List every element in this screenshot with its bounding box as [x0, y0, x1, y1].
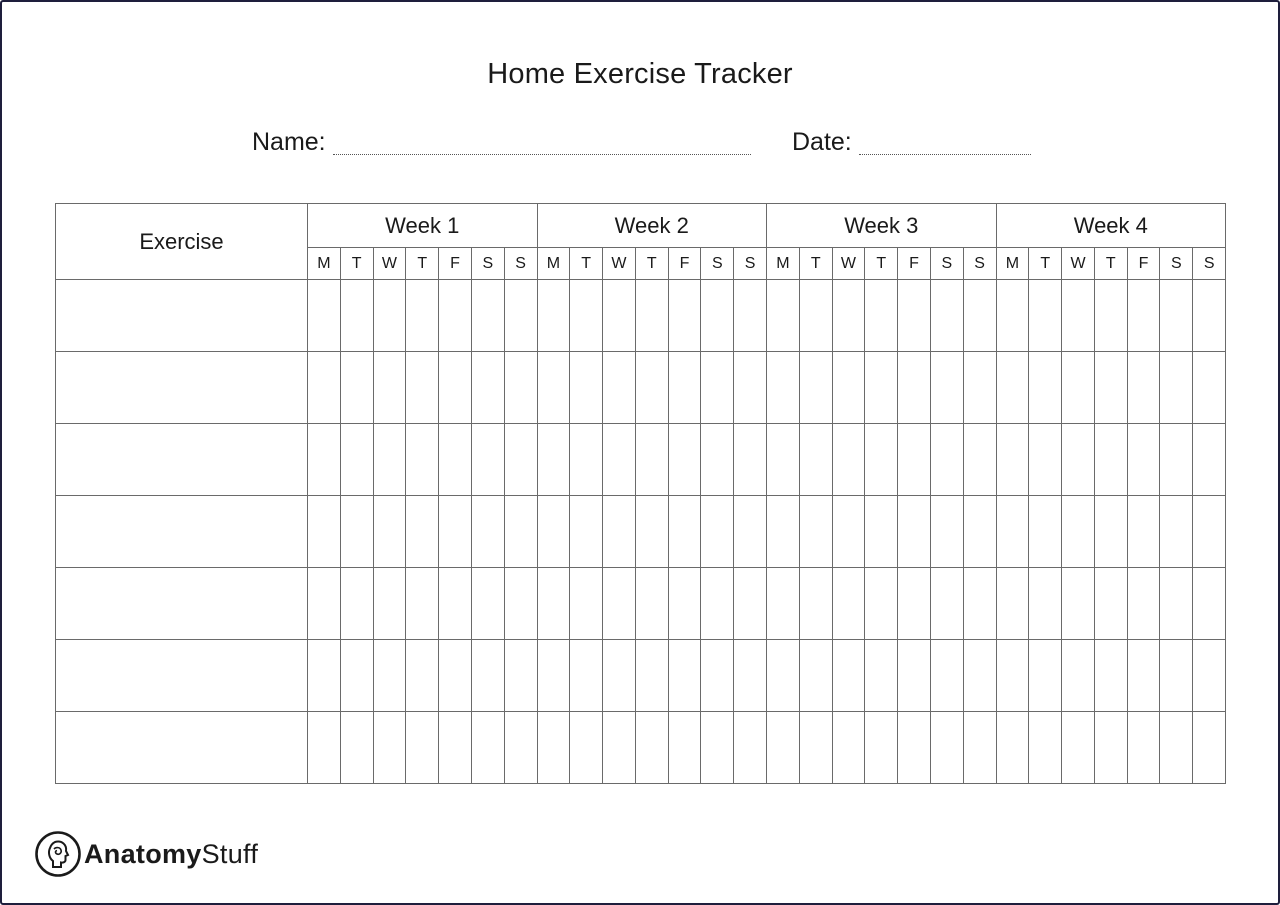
day-checkbox-cell[interactable]	[406, 640, 439, 712]
day-checkbox-cell[interactable]	[832, 280, 865, 352]
day-header: F	[898, 248, 931, 280]
day-checkbox-cell[interactable]	[832, 496, 865, 568]
day-checkbox-cell[interactable]	[1127, 640, 1160, 712]
day-checkbox-cell[interactable]	[1160, 424, 1193, 496]
day-checkbox-cell[interactable]	[504, 568, 537, 640]
day-checkbox-cell[interactable]	[504, 712, 537, 784]
day-checkbox-cell[interactable]	[570, 712, 603, 784]
day-checkbox-cell[interactable]	[930, 640, 963, 712]
day-checkbox-cell[interactable]	[996, 640, 1029, 712]
day-checkbox-cell[interactable]	[963, 712, 996, 784]
week-header-3: Week 3	[767, 204, 997, 248]
day-checkbox-cell[interactable]	[1127, 280, 1160, 352]
day-checkbox-cell[interactable]	[635, 424, 668, 496]
day-checkbox-cell[interactable]	[373, 640, 406, 712]
exercise-name-cell[interactable]	[56, 496, 308, 568]
day-checkbox-cell[interactable]	[668, 496, 701, 568]
day-checkbox-cell[interactable]	[439, 496, 472, 568]
day-checkbox-cell[interactable]	[1094, 352, 1127, 424]
day-checkbox-cell[interactable]	[471, 712, 504, 784]
day-checkbox-cell[interactable]	[799, 352, 832, 424]
day-checkbox-cell[interactable]	[1029, 280, 1062, 352]
day-checkbox-cell[interactable]	[1193, 496, 1226, 568]
day-checkbox-cell[interactable]	[832, 568, 865, 640]
day-checkbox-cell[interactable]	[799, 496, 832, 568]
day-checkbox-cell[interactable]	[701, 712, 734, 784]
day-checkbox-cell[interactable]	[1127, 352, 1160, 424]
day-checkbox-cell[interactable]	[701, 640, 734, 712]
day-checkbox-cell[interactable]	[865, 424, 898, 496]
table-row	[56, 496, 1226, 568]
week-header-row	[56, 204, 1226, 248]
exercise-name-cell[interactable]	[56, 280, 308, 352]
logo-word-light: Stuff	[201, 838, 259, 869]
day-checkbox-cell[interactable]	[439, 712, 472, 784]
day-checkbox-cell[interactable]	[767, 568, 800, 640]
day-checkbox-cell[interactable]	[767, 640, 800, 712]
day-checkbox-cell[interactable]	[865, 712, 898, 784]
day-header: W	[373, 248, 406, 280]
day-checkbox-cell[interactable]	[340, 568, 373, 640]
day-checkbox-cell[interactable]	[930, 568, 963, 640]
day-checkbox-cell[interactable]	[1062, 640, 1095, 712]
day-checkbox-cell[interactable]	[1062, 424, 1095, 496]
day-header: M	[767, 248, 800, 280]
day-checkbox-cell[interactable]	[1062, 568, 1095, 640]
day-checkbox-cell[interactable]	[898, 280, 931, 352]
day-checkbox-cell[interactable]	[308, 496, 341, 568]
day-checkbox-cell[interactable]	[1029, 352, 1062, 424]
day-checkbox-cell[interactable]	[898, 640, 931, 712]
head-profile-icon	[34, 830, 82, 878]
day-checkbox-cell[interactable]	[865, 280, 898, 352]
day-checkbox-cell[interactable]	[504, 640, 537, 712]
day-checkbox-cell[interactable]	[1094, 424, 1127, 496]
day-checkbox-cell[interactable]	[799, 640, 832, 712]
day-checkbox-cell[interactable]	[1193, 640, 1226, 712]
day-header: M	[537, 248, 570, 280]
day-header: S	[1160, 248, 1193, 280]
day-checkbox-cell[interactable]	[734, 568, 767, 640]
day-checkbox-cell[interactable]	[767, 352, 800, 424]
day-checkbox-cell[interactable]	[406, 280, 439, 352]
day-checkbox-cell[interactable]	[340, 352, 373, 424]
day-checkbox-cell[interactable]	[668, 712, 701, 784]
day-checkbox-cell[interactable]	[1193, 568, 1226, 640]
day-checkbox-cell[interactable]	[603, 568, 636, 640]
name-label: Name:	[252, 128, 326, 156]
day-checkbox-cell[interactable]	[701, 568, 734, 640]
day-checkbox-cell[interactable]	[799, 424, 832, 496]
day-checkbox-cell[interactable]	[603, 280, 636, 352]
day-checkbox-cell[interactable]	[734, 640, 767, 712]
day-checkbox-cell[interactable]	[635, 280, 668, 352]
day-checkbox-cell[interactable]	[734, 424, 767, 496]
day-checkbox-cell[interactable]	[701, 352, 734, 424]
table-row	[56, 568, 1226, 640]
day-checkbox-cell[interactable]	[504, 496, 537, 568]
day-checkbox-cell[interactable]	[1094, 640, 1127, 712]
day-checkbox-cell[interactable]	[767, 496, 800, 568]
day-checkbox-cell[interactable]	[406, 424, 439, 496]
day-checkbox-cell[interactable]	[930, 280, 963, 352]
day-checkbox-cell[interactable]	[1160, 640, 1193, 712]
day-checkbox-cell[interactable]	[504, 352, 537, 424]
day-checkbox-cell[interactable]	[963, 280, 996, 352]
day-checkbox-cell[interactable]	[668, 352, 701, 424]
day-checkbox-cell[interactable]	[504, 424, 537, 496]
day-checkbox-cell[interactable]	[767, 712, 800, 784]
week-header-1: Week 1	[308, 204, 538, 248]
exercise-name-cell[interactable]	[56, 568, 308, 640]
day-header: F	[439, 248, 472, 280]
day-checkbox-cell[interactable]	[1029, 568, 1062, 640]
day-header: T	[570, 248, 603, 280]
day-checkbox-cell[interactable]	[701, 496, 734, 568]
day-header: T	[799, 248, 832, 280]
day-checkbox-cell[interactable]	[308, 712, 341, 784]
day-checkbox-cell[interactable]	[373, 712, 406, 784]
day-header: T	[865, 248, 898, 280]
day-checkbox-cell[interactable]	[963, 496, 996, 568]
day-checkbox-cell[interactable]	[570, 496, 603, 568]
day-checkbox-cell[interactable]	[1193, 712, 1226, 784]
day-checkbox-cell[interactable]	[799, 568, 832, 640]
day-checkbox-cell[interactable]	[799, 712, 832, 784]
day-checkbox-cell[interactable]	[635, 640, 668, 712]
day-checkbox-cell[interactable]	[1193, 352, 1226, 424]
day-checkbox-cell[interactable]	[1127, 496, 1160, 568]
table-row	[56, 640, 1226, 712]
day-checkbox-cell[interactable]	[537, 568, 570, 640]
day-checkbox-cell[interactable]	[930, 712, 963, 784]
day-checkbox-cell[interactable]	[439, 424, 472, 496]
day-checkbox-cell[interactable]	[471, 568, 504, 640]
table-row	[56, 352, 1226, 424]
day-checkbox-cell[interactable]	[832, 352, 865, 424]
day-checkbox-cell[interactable]	[1160, 712, 1193, 784]
day-checkbox-cell[interactable]	[734, 352, 767, 424]
exercise-column-header: Exercise	[56, 204, 308, 280]
day-checkbox-cell[interactable]	[832, 640, 865, 712]
day-checkbox-cell[interactable]	[471, 496, 504, 568]
day-checkbox-cell[interactable]	[963, 424, 996, 496]
day-checkbox-cell[interactable]	[898, 352, 931, 424]
day-header: F	[1127, 248, 1160, 280]
day-header: W	[1062, 248, 1095, 280]
day-checkbox-cell[interactable]	[734, 712, 767, 784]
day-checkbox-cell[interactable]	[832, 424, 865, 496]
day-checkbox-cell[interactable]	[1029, 496, 1062, 568]
day-checkbox-cell[interactable]	[537, 712, 570, 784]
day-checkbox-cell[interactable]	[504, 280, 537, 352]
day-checkbox-cell[interactable]	[373, 352, 406, 424]
exercise-name-cell[interactable]	[56, 640, 308, 712]
day-checkbox-cell[interactable]	[668, 424, 701, 496]
day-checkbox-cell[interactable]	[340, 496, 373, 568]
day-header: S	[701, 248, 734, 280]
day-checkbox-cell[interactable]	[865, 352, 898, 424]
day-checkbox-cell[interactable]	[668, 280, 701, 352]
exercise-name-cell[interactable]	[56, 352, 308, 424]
day-header: T	[1029, 248, 1062, 280]
day-checkbox-cell[interactable]	[668, 568, 701, 640]
day-checkbox-cell[interactable]	[898, 712, 931, 784]
table-row	[56, 424, 1226, 496]
day-header: F	[668, 248, 701, 280]
day-checkbox-cell[interactable]	[603, 712, 636, 784]
day-checkbox-cell[interactable]	[1029, 424, 1062, 496]
day-header: T	[406, 248, 439, 280]
day-checkbox-cell[interactable]	[439, 568, 472, 640]
day-checkbox-cell[interactable]	[373, 496, 406, 568]
day-checkbox-cell[interactable]	[603, 352, 636, 424]
day-checkbox-cell[interactable]	[373, 280, 406, 352]
anatomystuff-logo	[34, 828, 258, 880]
day-checkbox-cell[interactable]	[996, 496, 1029, 568]
table-row	[56, 280, 1226, 352]
table-body	[56, 280, 1226, 784]
day-checkbox-cell[interactable]	[570, 280, 603, 352]
day-checkbox-cell[interactable]	[570, 352, 603, 424]
day-header: M	[308, 248, 341, 280]
day-checkbox-cell[interactable]	[930, 352, 963, 424]
day-checkbox-cell[interactable]	[537, 640, 570, 712]
day-checkbox-cell[interactable]	[439, 640, 472, 712]
day-header: S	[930, 248, 963, 280]
day-checkbox-cell[interactable]	[308, 568, 341, 640]
day-checkbox-cell[interactable]	[537, 496, 570, 568]
day-checkbox-cell[interactable]	[471, 280, 504, 352]
exercise-name-cell[interactable]	[56, 712, 308, 784]
day-checkbox-cell[interactable]	[799, 280, 832, 352]
day-checkbox-cell[interactable]	[963, 640, 996, 712]
day-checkbox-cell[interactable]	[471, 640, 504, 712]
day-checkbox-cell[interactable]	[1160, 496, 1193, 568]
day-checkbox-cell[interactable]	[1127, 712, 1160, 784]
day-header: T	[340, 248, 373, 280]
day-checkbox-cell[interactable]	[308, 424, 341, 496]
day-checkbox-cell[interactable]	[930, 424, 963, 496]
day-checkbox-cell[interactable]	[308, 640, 341, 712]
name-field[interactable]	[333, 154, 751, 155]
day-checkbox-cell[interactable]	[570, 424, 603, 496]
day-checkbox-cell[interactable]	[340, 712, 373, 784]
logo-word-bold: Anatomy	[84, 838, 202, 869]
day-checkbox-cell[interactable]	[439, 352, 472, 424]
day-checkbox-cell[interactable]	[865, 640, 898, 712]
day-checkbox-cell[interactable]	[635, 568, 668, 640]
day-checkbox-cell[interactable]	[1094, 280, 1127, 352]
day-checkbox-cell[interactable]	[308, 280, 341, 352]
date-label: Date:	[792, 128, 852, 156]
day-checkbox-cell[interactable]	[603, 640, 636, 712]
day-header: T	[1094, 248, 1127, 280]
day-checkbox-cell[interactable]	[1160, 568, 1193, 640]
day-checkbox-cell[interactable]	[1062, 352, 1095, 424]
day-header: W	[832, 248, 865, 280]
logo-wordmark	[84, 839, 258, 870]
day-checkbox-cell[interactable]	[406, 712, 439, 784]
day-checkbox-cell[interactable]	[340, 280, 373, 352]
day-checkbox-cell[interactable]	[668, 640, 701, 712]
day-checkbox-cell[interactable]	[1193, 280, 1226, 352]
date-field[interactable]	[859, 154, 1031, 155]
day-checkbox-cell[interactable]	[308, 352, 341, 424]
day-checkbox-cell[interactable]	[373, 568, 406, 640]
day-checkbox-cell[interactable]	[635, 712, 668, 784]
day-checkbox-cell[interactable]	[767, 424, 800, 496]
day-checkbox-cell[interactable]	[996, 568, 1029, 640]
week-header-4: Week 4	[996, 204, 1226, 248]
day-checkbox-cell[interactable]	[963, 568, 996, 640]
day-checkbox-cell[interactable]	[406, 568, 439, 640]
week-header-2: Week 2	[537, 204, 767, 248]
day-checkbox-cell[interactable]	[734, 496, 767, 568]
day-header: S	[1193, 248, 1226, 280]
day-checkbox-cell[interactable]	[340, 424, 373, 496]
day-checkbox-cell[interactable]	[406, 352, 439, 424]
day-checkbox-cell[interactable]	[865, 568, 898, 640]
day-checkbox-cell[interactable]	[1094, 712, 1127, 784]
day-checkbox-cell[interactable]	[767, 280, 800, 352]
day-checkbox-cell[interactable]	[603, 496, 636, 568]
day-header: W	[603, 248, 636, 280]
day-checkbox-cell[interactable]	[996, 280, 1029, 352]
day-checkbox-cell[interactable]	[1160, 280, 1193, 352]
day-checkbox-cell[interactable]	[1029, 640, 1062, 712]
day-checkbox-cell[interactable]	[865, 496, 898, 568]
table-row	[56, 712, 1226, 784]
day-checkbox-cell[interactable]	[898, 568, 931, 640]
day-checkbox-cell[interactable]	[832, 712, 865, 784]
day-checkbox-cell[interactable]	[635, 496, 668, 568]
day-checkbox-cell[interactable]	[603, 424, 636, 496]
day-checkbox-cell[interactable]	[439, 280, 472, 352]
day-checkbox-cell[interactable]	[1193, 424, 1226, 496]
day-checkbox-cell[interactable]	[1160, 352, 1193, 424]
day-header: S	[471, 248, 504, 280]
day-checkbox-cell[interactable]	[930, 496, 963, 568]
day-checkbox-cell[interactable]	[1094, 496, 1127, 568]
day-checkbox-cell[interactable]	[1062, 496, 1095, 568]
day-checkbox-cell[interactable]	[996, 352, 1029, 424]
day-checkbox-cell[interactable]	[996, 712, 1029, 784]
day-checkbox-cell[interactable]	[537, 424, 570, 496]
day-checkbox-cell[interactable]	[570, 640, 603, 712]
day-checkbox-cell[interactable]	[570, 568, 603, 640]
day-header: M	[996, 248, 1029, 280]
day-checkbox-cell[interactable]	[963, 352, 996, 424]
page-title: Home Exercise Tracker	[487, 58, 793, 90]
day-header: T	[635, 248, 668, 280]
day-checkbox-cell[interactable]	[1094, 568, 1127, 640]
day-checkbox-cell[interactable]	[1062, 280, 1095, 352]
day-checkbox-cell[interactable]	[701, 424, 734, 496]
day-checkbox-cell[interactable]	[537, 280, 570, 352]
day-checkbox-cell[interactable]	[373, 424, 406, 496]
day-checkbox-cell[interactable]	[996, 424, 1029, 496]
day-checkbox-cell[interactable]	[471, 424, 504, 496]
exercise-tracker-table	[55, 203, 1226, 784]
day-header: S	[504, 248, 537, 280]
day-checkbox-cell[interactable]	[898, 496, 931, 568]
day-checkbox-cell[interactable]	[537, 352, 570, 424]
exercise-name-cell[interactable]	[56, 424, 308, 496]
day-header: S	[734, 248, 767, 280]
day-checkbox-cell[interactable]	[734, 280, 767, 352]
day-checkbox-cell[interactable]	[471, 352, 504, 424]
day-checkbox-cell[interactable]	[340, 640, 373, 712]
day-checkbox-cell[interactable]	[1127, 568, 1160, 640]
day-checkbox-cell[interactable]	[635, 352, 668, 424]
day-checkbox-cell[interactable]	[701, 280, 734, 352]
day-checkbox-cell[interactable]	[1062, 712, 1095, 784]
day-header: S	[963, 248, 996, 280]
day-checkbox-cell[interactable]	[406, 496, 439, 568]
day-checkbox-cell[interactable]	[1127, 424, 1160, 496]
day-checkbox-cell[interactable]	[898, 424, 931, 496]
day-checkbox-cell[interactable]	[1029, 712, 1062, 784]
